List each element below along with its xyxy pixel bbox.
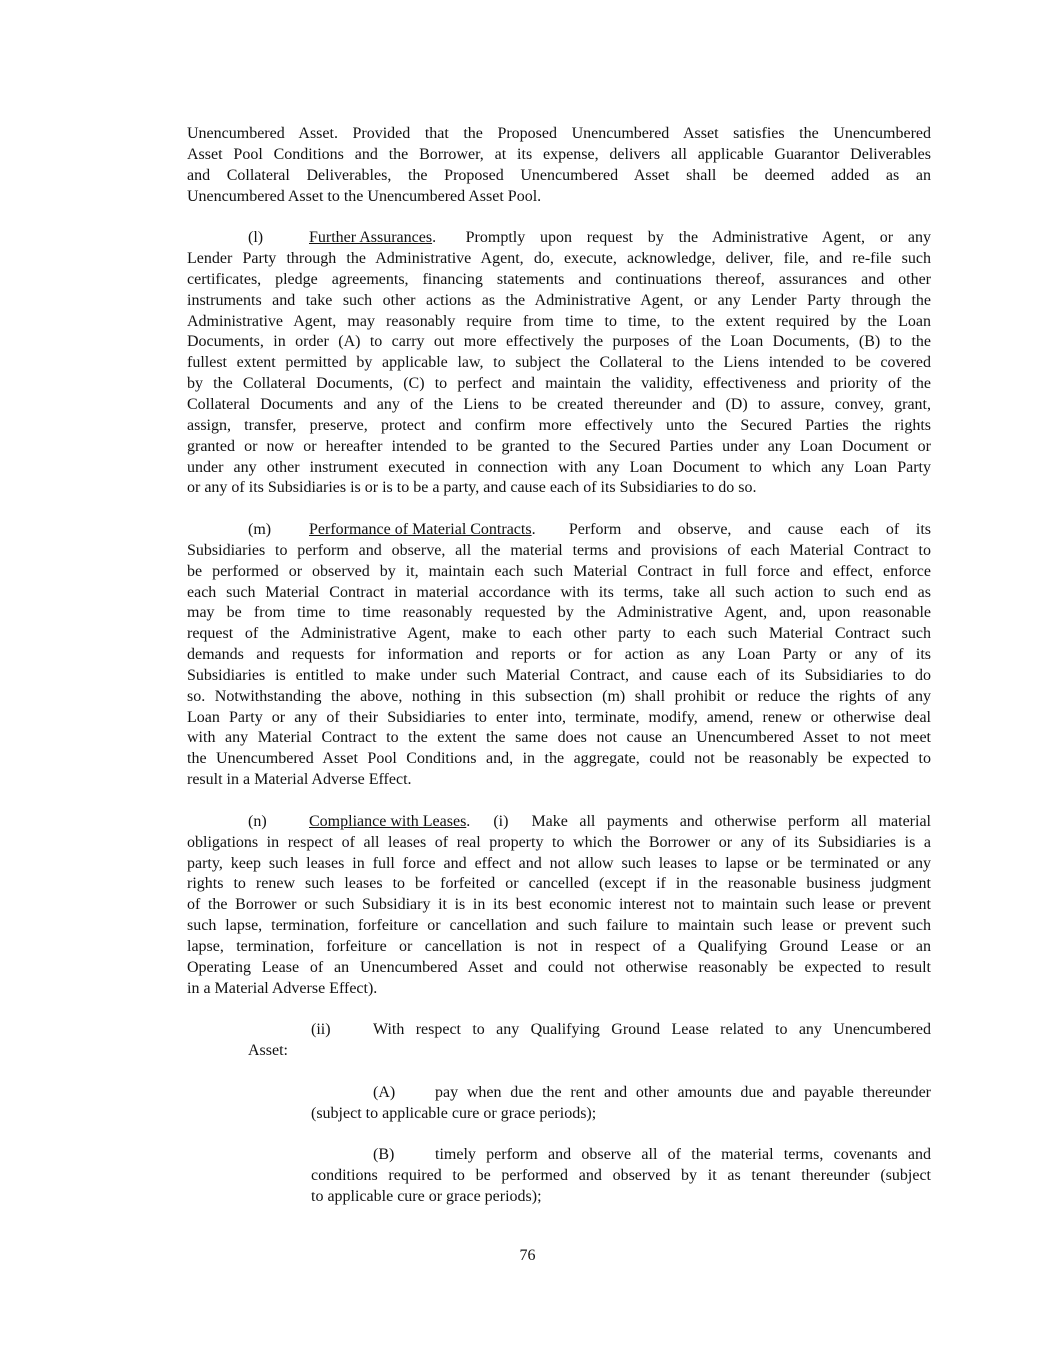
section-label: (B) xyxy=(373,1146,395,1164)
text-line: Subsidiaries to perform and observe, all the material terms and provisions of each Material Contract to xyxy=(187,541,931,559)
paragraph-first-line xyxy=(187,812,931,833)
text-line: Administrative Agent, may reasonably require from time to time, to the extent required by the Loan xyxy=(187,312,931,330)
text-line: or any of its Subsidiaries is or is to be a party, and cause each of its Subsidiaries to do so. xyxy=(187,479,757,497)
text-line: Documents, in order (A) to carry out more effectively the purposes of the Loan Documents, (B) to the xyxy=(187,333,931,351)
text-line: with any Material Contract to the extent the same does not cause an Unencumbered Asset to not meet xyxy=(187,729,931,747)
section-text: timely perform and observe all of the material terms, covenants and xyxy=(435,1146,931,1164)
section-m-material-contracts xyxy=(187,520,931,791)
text-line: conditions required to be performed and observed by it as tenant thereunder (subject xyxy=(311,1167,931,1185)
text-line: granted or now or hereafter intended to be granted to the Secured Parties under any Loan Document or xyxy=(187,437,931,455)
text-line: be performed or observed by it, maintain each such Material Contract in full force and effect, enforce xyxy=(187,562,931,580)
text-line: Operating Lease of an Unencumbered Asset and could not otherwise reasonably be expected to result xyxy=(187,958,931,976)
text-line: result in a Material Adverse Effect. xyxy=(187,771,412,789)
section-heading: Further Assurances xyxy=(309,229,433,247)
section-ii xyxy=(248,1020,931,1062)
section-label: (n) xyxy=(248,812,267,830)
text-line: Unencumbered Asset to the Unencumbered Asset Pool. xyxy=(187,187,542,205)
text-line: demands and requests for information and reports or for action as any Loan Party or any of its xyxy=(187,646,931,664)
section-label: (ii) xyxy=(311,1021,331,1039)
section-heading: Performance of Material Contracts xyxy=(309,521,532,539)
text-line: by the Collateral Documents, (C) to perfect and maintain the validity, effectiveness and priority of the xyxy=(187,375,931,393)
text-line: request of the Administrative Agent, make to each other party to each such Material Contract such xyxy=(187,625,931,643)
text-line: Loan Party or any of their Subsidiaries to enter into, terminate, modify, amend, renew or otherwise deal xyxy=(187,708,931,726)
text-line: in a Material Adverse Effect). xyxy=(187,979,378,997)
section-l-further-assurances xyxy=(187,228,931,499)
section-heading: Compliance with Leases xyxy=(309,812,467,830)
section-label: (m) xyxy=(248,521,272,539)
text-line: to applicable cure or grace periods); xyxy=(311,1188,542,1206)
text-line: each such Material Contract in material accordance with its terms, take all such action to such end as xyxy=(187,583,931,601)
section-label: (l) xyxy=(248,229,264,247)
text-line: Asset: xyxy=(248,1042,288,1060)
paragraph-first-line xyxy=(311,1083,931,1104)
section-text: With respect to any Qualifying Ground Lease related to any Unencumbered xyxy=(373,1021,931,1039)
text-line: instruments and take such other actions as the Administrative Agent, or any Lender Party through the xyxy=(187,291,931,309)
paragraph-first-line xyxy=(187,520,931,541)
text-line: Subsidiaries is entitled to make under such Material Contract, and cause each of its Subsidiaries to do xyxy=(187,666,931,684)
section-n-compliance-with-leases xyxy=(187,812,931,1000)
text-line: under any other instrument executed in connection with any Loan Document to which any Loan Party xyxy=(187,458,931,476)
paragraph-intro xyxy=(187,124,931,207)
paragraph-first-line xyxy=(311,1145,931,1166)
text-line: of the Borrower or such Subsidiary it is in its best economic interest not to maintain such lease or prevent xyxy=(187,896,931,914)
section-text: pay when due the rent and other amounts due and payable thereunder xyxy=(435,1083,931,1101)
text-line: (subject to applicable cure or grace periods); xyxy=(311,1104,597,1122)
text-line: Unencumbered Asset. Provided that the Proposed Unencumbered Asset satisfies the Unencumbered xyxy=(187,125,931,142)
section-text: . Promptly upon request by the Administrative Agent, or any xyxy=(432,229,931,247)
text-line: party, keep such leases in full force and effect and not allow such leases to lapse or be terminated or any xyxy=(187,854,931,872)
section-A xyxy=(311,1083,931,1125)
text-line: rights to renew such leases to be forfeited or cancelled (except if in the reasonable business judgment xyxy=(187,875,931,893)
text-line: assign, transfer, preserve, protect and confirm more effectively unto the Secured Parties the rights xyxy=(187,416,931,434)
text-line: fullest extent permitted by applicable law, to subject the Collateral to the Liens intended to be covered xyxy=(187,354,931,372)
text-line: Collateral Documents and any of the Liens to be created thereunder and (D) to assure, convey, grant, xyxy=(187,395,931,413)
document-page xyxy=(187,124,931,1229)
text-line: Lender Party through the Administrative Agent, do, execute, acknowledge, deliver, file, and re-file such xyxy=(187,250,931,268)
text-line: such lapse, termination, forfeiture or cancellation and such failure to maintain such lease or prevent such xyxy=(187,917,931,935)
section-B xyxy=(311,1145,931,1208)
section-text: . (i) Make all payments and otherwise perform all material xyxy=(466,812,931,830)
text-line: lapse, termination, forfeiture or cancellation is not in respect of a Qualifying Ground Lease or an xyxy=(187,937,931,955)
text-line: certificates, pledge agreements, financing statements and continuations thereof, assurances and other xyxy=(187,270,931,288)
text-line: so. Notwithstanding the above, nothing in this subsection (m) shall prohibit or reduce the rights of any xyxy=(187,687,931,705)
text-line: the Unencumbered Asset Pool Conditions and, in the aggregate, could not be reasonably be expected to xyxy=(187,750,931,768)
section-text: . Perform and observe, and cause each of its xyxy=(531,521,931,539)
text-line: obligations in respect of all leases of real property to which the Borrower or any of its Subsidiaries is a xyxy=(187,833,931,851)
page-number: 76 xyxy=(519,1247,536,1264)
section-label: (A) xyxy=(373,1083,396,1101)
text-line: may be from time to time reasonably requested by the Administrative Agent, and, upon reasonable xyxy=(187,604,931,622)
text-line: Asset Pool Conditions and the Borrower, at its expense, delivers all applicable Guarantor Deliverables xyxy=(187,145,931,163)
text-line: and Collateral Deliverables, the Proposed Unencumbered Asset shall be deemed added as an xyxy=(187,166,931,184)
paragraph-first-line xyxy=(248,1020,931,1041)
paragraph-first-line xyxy=(187,228,931,249)
